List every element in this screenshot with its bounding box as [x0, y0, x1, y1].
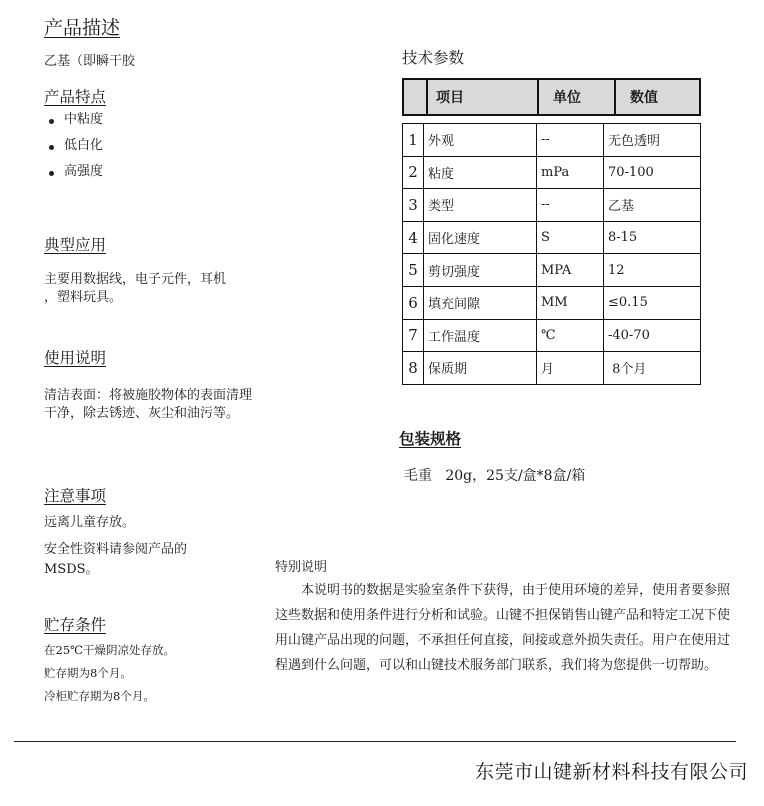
- precautions-line: MSDS。: [44, 562, 99, 577]
- row-value: 70-100: [604, 156, 701, 189]
- applications-heading: 典型应用: [44, 236, 107, 254]
- bullet-icon: [49, 145, 54, 150]
- row-unit: --: [537, 124, 604, 157]
- storage-line: 冷柜贮存期为8个月。: [44, 689, 155, 703]
- row-value: ≤0.15: [604, 286, 701, 319]
- bullet-icon: [49, 171, 54, 176]
- table-row: [403, 319, 701, 352]
- special-note-text: 本说明书的数据是实验室条件下获得，由于使用环境的差异，使用者要参照这些数据和使用条件进行分析和试验。山键不担保销售山键产品和特定工况下使用山键产品出现的问题，不承担任何直接，间接或意外损失责任。用户在使用过程遇到什么问题，可以和山键技术服务部门联系，我们将为您提供一切帮助。: [275, 583, 731, 673]
- storage-line: 在25℃干燥阴凉处存放。: [44, 643, 175, 657]
- storage-line: 贮存期为8个月。: [44, 666, 132, 680]
- features-list: [46, 110, 103, 188]
- row-item: 外观: [424, 124, 537, 157]
- table-row: [403, 156, 701, 189]
- special-note-heading: 特别说明: [275, 560, 328, 575]
- row-unit: ℃: [537, 319, 604, 352]
- row-value: -40-70: [604, 319, 701, 352]
- usage-line: 干净，除去锈迹、灰尘和油污等。: [44, 406, 240, 421]
- table-row: [403, 221, 701, 254]
- product-name: 乙基（即瞬干胶: [44, 54, 136, 69]
- storage-heading: 贮存条件: [44, 616, 107, 634]
- precautions-line: 远离儿童存放。: [44, 515, 136, 530]
- row-value: 8个月: [604, 352, 701, 385]
- row-number: 3: [403, 189, 424, 222]
- row-item: 工作温度: [424, 319, 537, 352]
- row-number: 1: [403, 124, 424, 157]
- features-heading: 产品特点: [44, 88, 107, 106]
- feature-label: 中粘度: [64, 112, 104, 127]
- row-value: 12: [604, 254, 701, 287]
- row-number: 2: [403, 156, 424, 189]
- row-number: 8: [403, 352, 424, 385]
- usage-heading: 使用说明: [44, 349, 107, 367]
- row-unit: MPA: [537, 254, 604, 287]
- row-number: 6: [403, 286, 424, 319]
- footer-divider: [14, 741, 736, 742]
- row-unit: S: [537, 221, 604, 254]
- row-number: 5: [403, 254, 424, 287]
- row-item: 类型: [424, 189, 537, 222]
- row-value: 无色透明: [604, 124, 701, 157]
- header-blank-cell: [403, 79, 427, 115]
- table-row: [403, 189, 701, 222]
- row-item: 剪切强度: [424, 254, 537, 287]
- row-item: 固化速度: [424, 221, 537, 254]
- feature-item: [46, 110, 103, 136]
- header-value: 数值: [615, 79, 700, 115]
- feature-item: [46, 136, 103, 162]
- row-unit: 月: [537, 352, 604, 385]
- bullet-icon: [49, 119, 54, 124]
- feature-item: [46, 162, 103, 188]
- row-number: 7: [403, 319, 424, 352]
- table-row: [403, 286, 701, 319]
- row-unit: mPa: [537, 156, 604, 189]
- precautions-heading: 注意事项: [44, 487, 107, 505]
- tech-params-heading: 技术参数: [402, 49, 465, 67]
- tech-params-header: [402, 78, 701, 116]
- usage-line: 清洁表面：将被施胶物体的表面清理: [44, 388, 253, 403]
- row-unit: MM: [537, 286, 604, 319]
- product-description-heading: 产品描述: [44, 17, 121, 39]
- row-unit: --: [537, 189, 604, 222]
- header-unit: 单位: [538, 79, 615, 115]
- table-row: [403, 254, 701, 287]
- row-value: 乙基: [604, 189, 701, 222]
- row-number: 4: [403, 221, 424, 254]
- precautions-line: 安全性资料请参阅产品的: [44, 542, 188, 557]
- header-item: 项目: [427, 79, 538, 115]
- feature-label: 高强度: [64, 164, 104, 179]
- table-row: [403, 124, 701, 157]
- applications-line: 主要用数据线，电子元件，耳机: [44, 272, 227, 287]
- row-item: 粘度: [424, 156, 537, 189]
- packaging-heading: 包装规格: [399, 430, 462, 448]
- row-item: 保质期: [424, 352, 537, 385]
- row-item: 填充间隙: [424, 286, 537, 319]
- footer-company: 东莞市山键新材料科技有限公司: [474, 761, 748, 783]
- feature-label: 低白化: [64, 138, 104, 153]
- packaging-line: 毛重 20g，25支/盒*8盒/箱: [404, 468, 586, 484]
- tech-params-table: [402, 123, 701, 385]
- row-value: 8-15: [604, 221, 701, 254]
- applications-line: ，塑料玩具。: [44, 290, 123, 305]
- table-row: [403, 352, 701, 385]
